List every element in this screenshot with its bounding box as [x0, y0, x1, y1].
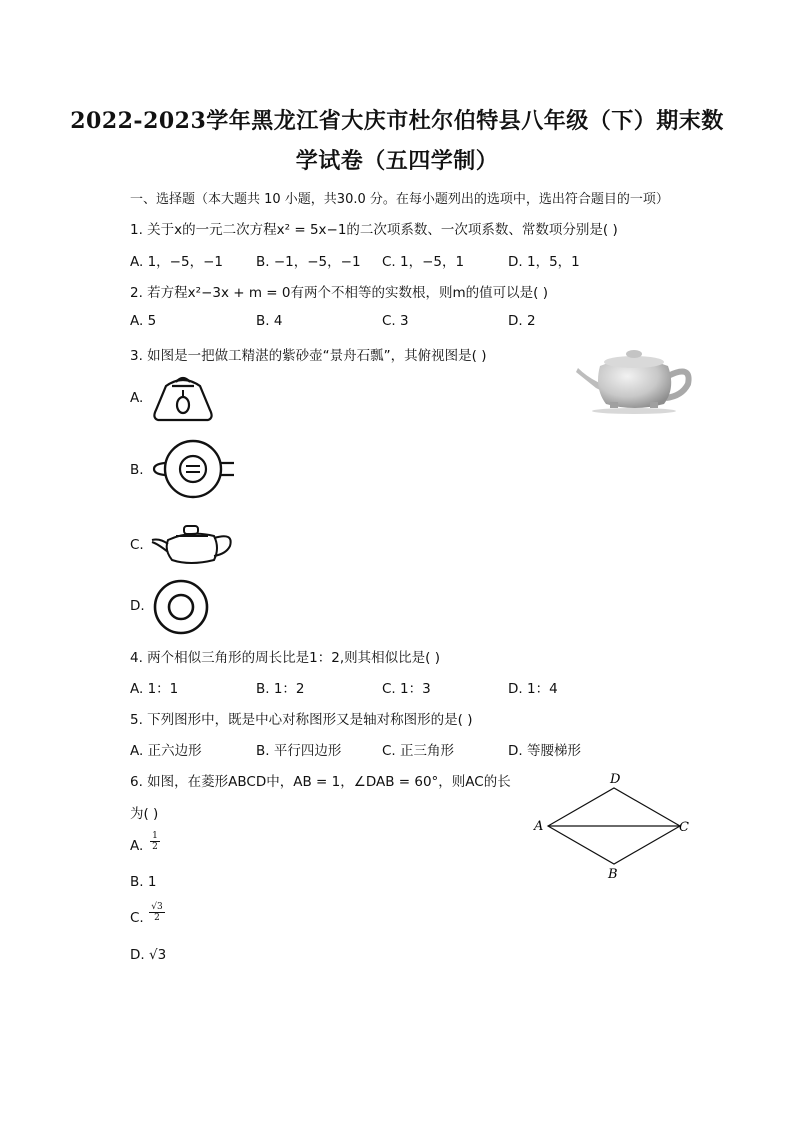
question-6-stem-line2: 为( ) [130, 806, 159, 822]
q2-option-c: C. 3 [382, 313, 409, 329]
q2-option-d: D. 2 [508, 313, 536, 329]
q4-option-a: A. 1：1 [130, 681, 179, 697]
q3-option-c-figure [150, 518, 236, 566]
question-2-stem: 2. 若方程x²−3x + m = 0有两个不相等的实数根，则m的值可以是( ) [130, 285, 548, 301]
q2-option-b: B. 4 [256, 313, 283, 329]
q6-option-a: A. [130, 838, 144, 854]
fraction-denominator: 2 [154, 913, 160, 923]
vertex-label-d: D [610, 772, 621, 787]
fraction-numerator: √3 [151, 902, 163, 912]
question-5-stem: 5. 下列图形中，既是中心对称图形又是轴对称图形的是( ) [130, 712, 473, 728]
rhombus-abcd-diagram [528, 770, 698, 880]
vertex-label-b: B [608, 867, 618, 880]
fraction-numerator: 1 [152, 831, 158, 841]
question-3-stem: 3. 如图是一把做工精湛的紫砂壶“景舟石瓢”，其俯视图是( ) [130, 348, 487, 364]
q4-option-c: C. 1：3 [382, 681, 431, 697]
question-1-stem: 1. 关于x的一元二次方程x² = 5x−1的二次项系数、一次项系数、常数项分别是( ) [130, 222, 618, 238]
q3-option-d-figure [152, 578, 210, 636]
vertex-label-c: C [679, 820, 689, 835]
q1-option-a: A. 1，−5，−1 [130, 254, 223, 270]
q3-option-a: A. [130, 390, 144, 406]
q3-option-a-figure [150, 372, 216, 424]
q1-option-d: D. 1，5，1 [508, 254, 580, 270]
fraction-denominator: 2 [152, 842, 158, 852]
q6-option-c-fraction [149, 902, 165, 923]
q3-option-d: D. [130, 598, 145, 614]
q2-option-a: A. 5 [130, 313, 157, 329]
question-4-stem: 4. 两个相似三角形的周长比是1：2,则其相似比是( ) [130, 650, 440, 666]
q1-option-c: C. 1，−5，1 [382, 254, 465, 270]
vertex-label-a: A [534, 819, 544, 834]
question-6-stem-line1: 6. 如图，在菱形ABCD中，AB = 1，∠DAB = 60°，则AC的长 [130, 774, 511, 790]
q6-option-c: C. [130, 910, 144, 926]
q3-option-c: C. [130, 537, 144, 553]
q3-option-b-figure [150, 438, 236, 500]
q1-option-b: B. −1，−5，−1 [256, 254, 361, 270]
q4-option-d: D. 1：4 [508, 681, 558, 697]
q4-option-b: B. 1：2 [256, 681, 305, 697]
q6-option-b: B. 1 [130, 874, 157, 890]
q5-option-a: A. 正六边形 [130, 743, 202, 759]
q3-option-b: B. [130, 462, 144, 478]
q5-option-d: D. 等腰梯形 [508, 743, 581, 759]
q5-option-b: B. 平行四边形 [256, 743, 342, 759]
page-title-line1: 2022-2023学年黑龙江省大庆市杜尔伯特县八年级（下）期末数 [70, 108, 724, 134]
page-title-line2: 学试卷（五四学制） [295, 148, 499, 174]
teapot-photo-image [572, 344, 694, 414]
q6-option-a-fraction [150, 831, 160, 852]
section-heading: 一、选择题（本大题共 10 小题，共30.0 分。在每小题列出的选项中，选出符合题目的一项） [130, 192, 669, 207]
q6-option-d: D. √3 [130, 947, 167, 963]
q5-option-c: C. 正三角形 [382, 743, 455, 759]
